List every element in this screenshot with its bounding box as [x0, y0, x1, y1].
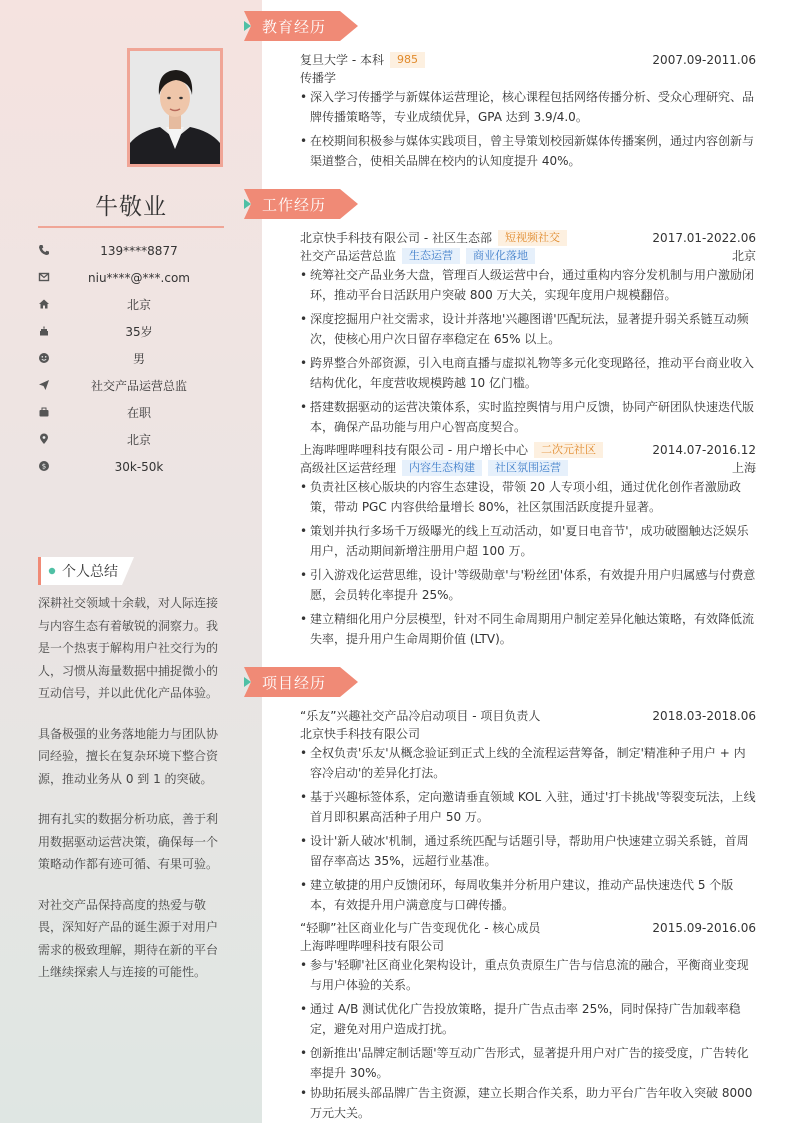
- education-bullet: • 深入学习传播学与新媒体运营理论，核心课程包括网络传播分析、受众心理研究、品牌传播策略等，专业成绩优异，GPA 达到 3.9/4.0。: [300, 88, 756, 127]
- job-header: [300, 441, 756, 459]
- project-bullet: • 基于兴趣标签体系，定向邀请垂直领域 KOL 入驻，通过'打卡挑战'等裂变玩法，上线首月即积累高活种子用户 50 万。: [300, 788, 756, 827]
- project-name: “轻聊”社区商业化与广告变现优化 - 核心成员: [300, 921, 541, 935]
- job-bullet: • 引入游戏化运营思维，设计'等级勋章'与'粉丝团'体系，有效提升用户归属感与付费意愿，会员转化率提升 25%。: [300, 566, 756, 605]
- send-icon: [38, 379, 50, 391]
- project-company: 北京快手科技有限公司: [300, 727, 421, 741]
- bullet-text: 深入学习传播学与新媒体运营理论，核心课程包括网络传播分析、受众心理研究、品牌传播策略等，专业成绩优异，GPA 达到 3.9/4.0。: [310, 90, 755, 124]
- position-row: [38, 377, 224, 397]
- company-name: 北京快手科技有限公司 - 社区生态部: [300, 231, 492, 245]
- school-name: 复旦大学 - 本科: [300, 53, 384, 67]
- money-icon: [38, 460, 50, 472]
- person-name: 牛敬业: [95, 194, 167, 220]
- education-date: 2007.09-2011.06: [652, 53, 756, 67]
- role-tag: 商业化落地: [466, 248, 535, 264]
- job-role-row: [300, 459, 756, 477]
- major-text: 传播学: [300, 71, 337, 85]
- work-title: 工作经历: [262, 196, 327, 214]
- education-header: [300, 51, 756, 69]
- bullet-text: 在校期间积极参与媒体实践项目，曾主导策划校园新媒体传播案例，通过内容创新与渠道整合，使相关品牌在校内的认知度提升 40%。: [310, 134, 755, 168]
- job-bullet: • 建立精细化用户分层模型，针对不同生命周期用户制定差异化触达策略，有效降低流失率，提升用户生命周期价值 (LTV)。: [300, 610, 756, 649]
- profile-photo: [127, 48, 223, 167]
- job-role: 社交产品运营总监: [300, 249, 397, 263]
- school-tag: 985: [390, 52, 425, 68]
- projects-title: 项目经历: [262, 674, 327, 692]
- location-text: 北京: [126, 433, 151, 447]
- bullet-text: 搭建数据驱动的运营决策体系，实时监控舆情与用户反馈，协同产研团队快速迭代版本，确保产品功能与用户心智高度契合。: [310, 400, 755, 434]
- role-tag: 内容生态构建: [402, 460, 482, 476]
- svg-text:$: $: [41, 462, 47, 471]
- project-company-row: [300, 725, 756, 743]
- bullet-text: 统筹社交产品业务大盘，管理百人级运营中台，通过重构内容分发机制与用户激励闭环，推动平台日活跃用户突破 800 万大关，实现年度用户规模翻倍。: [310, 268, 755, 302]
- project-date: 2018.03-2018.06: [652, 709, 756, 723]
- summary-title: 个人总结: [62, 564, 118, 580]
- phone-text: 139****8877: [100, 244, 178, 258]
- job-bullet: • 统筹社交产品业务大盘，管理百人级运营中台，通过重构内容分发机制与用户激励闭环，推动平台日活跃用户突破 800 万大关，实现年度用户规模翻倍。: [300, 266, 756, 305]
- job-role: 高级社区运营经理: [300, 461, 397, 475]
- project-company-row: [300, 937, 756, 955]
- bullet-text: 负责社区核心版块的内容生态建设，带领 20 人专项小组，通过优化创作者激励政策，带动 PGC 内容供给量增长 80%，社区氛围活跃度提升显著。: [310, 480, 741, 514]
- location-row: [38, 431, 224, 451]
- portrait-image: [130, 51, 220, 164]
- job-role-row: [300, 247, 756, 265]
- education-bullet: • 在校期间积极参与媒体实践项目，曾主导策划校园新媒体传播案例，通过内容创新与渠道整合，使相关品牌在校内的认知度提升 40%。: [300, 132, 756, 171]
- project-bullet: • 设计'新人破冰'机制，通过系统匹配与话题引导，帮助用户快速建立弱关系链，首周留存率高达 35%，远超行业基准。: [300, 832, 756, 871]
- job-header: [300, 229, 756, 247]
- bullet-text: 协助拓展头部品牌广告主资源，建立长期合作关系，助力平台广告年收入突破 8000 万元大关。: [310, 1086, 753, 1120]
- salary-text: 30k-50k: [114, 460, 164, 474]
- role-tag: 社区氛围运营: [488, 460, 568, 476]
- bullet-text: 参与'轻聊'社区商业化架构设计，重点负责原生广告与信息流的融合，平衡商业变现与用户体验的关系。: [310, 958, 749, 992]
- job-date: 2014.07-2016.12: [652, 443, 756, 457]
- name-divider: [38, 226, 224, 228]
- education-title: 教育经历: [262, 18, 327, 36]
- gender-text: 男: [132, 352, 145, 366]
- project-bullet: • 创新推出'品牌定制话题'等互动广告形式，显著提升用户对广告的接受度，广告转化率提升 30%。: [300, 1044, 756, 1083]
- project-bullet: • 通过 A/B 测试优化广告投放策略，提升广告点击率 25%，同时保持广告加载率稳定，避免对用户造成打扰。: [300, 1000, 756, 1039]
- bullet-text: 深度挖掘用户社交需求，设计并落地'兴趣图谱'匹配玩法，显著提升弱关系链互动频次，使核心用户次日留存率稳定在 65% 以上。: [310, 312, 749, 346]
- summary-paragraph: 具备极强的业务落地能力与团队协同经验，擅长在复杂环境下整合资源，推动业务从 0 到 1 的突破。: [38, 726, 219, 786]
- status-text: 在职: [126, 406, 151, 420]
- project-header: [300, 707, 756, 725]
- email-text: niu****@***.com: [88, 271, 190, 285]
- email-row: [38, 269, 224, 289]
- company-name: 上海哔哩哔哩科技有限公司 - 用户增长中心: [300, 443, 528, 457]
- education-major: [300, 69, 756, 87]
- home-icon: [38, 298, 50, 310]
- bullet-text: 建立精细化用户分层模型，针对不同生命周期用户制定差异化触达策略，有效降低流失率，提升用户生命周期价值 (LTV)。: [310, 612, 755, 646]
- bullet-text: 全权负责'乐友'从概念验证到正式上线的全流程运营筹备，制定'精准种子用户 + 内容冷启动'的差异化打法。: [310, 746, 746, 780]
- summary-paragraph: 深耕社交领域十余载，对人际连接与内容生态有着敏锐的洞察力。我是一个热衷于解构用户社交行为的人，习惯从海量数据中捕捉微小的互动信号，并以此优化产品体验。: [38, 596, 219, 700]
- home-text: 北京: [126, 298, 151, 312]
- job-date: 2017.01-2022.06: [652, 231, 756, 245]
- bullet-text: 跨界整合外部资源，引入电商直播与虚拟礼物等多元化变现路径，推动平台商业收入结构优化，年度营收规模跨越 10 亿门槛。: [310, 356, 755, 390]
- summary-text: [38, 592, 224, 1002]
- job-bullet: • 深度挖掘用户社交需求，设计并落地'兴趣图谱'匹配玩法，显著提升弱关系链互动频次，使核心用户次日留存率稳定在 65% 以上。: [300, 310, 756, 349]
- bullet-text: 创新推出'品牌定制话题'等互动广告形式，显著提升用户对广告的接受度，广告转化率提升 30%。: [310, 1046, 749, 1080]
- phone-icon: [38, 244, 50, 256]
- project-name: “乐友”兴趣社交产品冷启动项目 - 项目负责人: [300, 709, 541, 723]
- cake-icon: [38, 325, 50, 337]
- project-bullet: • 全权负责'乐友'从概念验证到正式上线的全流程运营筹备，制定'精准种子用户 + 内容冷启动'的差异化打法。: [300, 744, 756, 783]
- position-text: 社交产品运营总监: [90, 379, 187, 393]
- project-header: [300, 919, 756, 937]
- job-bullet: • 搭建数据驱动的运营决策体系，实时监控舆情与用户反馈，协同产研团队快速迭代版本，确保产品功能与用户心智高度契合。: [300, 398, 756, 437]
- job-bullet: • 跨界整合外部资源，引入电商直播与虚拟礼物等多元化变现路径，推动平台商业收入结构优化，年度营收规模跨越 10 亿门槛。: [300, 354, 756, 393]
- bullet-text: 策划并执行多场千万级曝光的线上互动活动，如'夏日电音节'，成功破圈触达泛娱乐用户，活动期间新增注册用户超 100 万。: [310, 524, 749, 558]
- bullet-text: 引入游戏化运营思维，设计'等级勋章'与'粉丝团'体系，有效提升用户归属感与付费意愿，会员转化率提升 25%。: [310, 568, 756, 602]
- project-bullet: • 参与'轻聊'社区商业化架构设计，重点负责原生广告与信息流的融合，平衡商业变现与用户体验的关系。: [300, 956, 756, 995]
- bullet-text: 通过 A/B 测试优化广告投放策略，提升广告点击率 25%，同时保持广告加载率稳定，避免对用户造成打扰。: [310, 1002, 741, 1036]
- home-row: [38, 296, 224, 316]
- summary-paragraph: 拥有扎实的数据分析功底，善于利用数据驱动运营决策，确保每一个策略动作都有迹可循、有果可验。: [38, 812, 219, 871]
- bullet-text: 基于兴趣标签体系，定向邀请垂直领域 KOL 入驻，通过'打卡挑战'等裂变玩法，上线首月即积累高活种子用户 50 万。: [310, 790, 756, 824]
- role-tag: 生态运营: [402, 248, 460, 264]
- project-company: 上海哔哩哔哩科技有限公司: [300, 939, 445, 953]
- location-pin-icon: [38, 433, 50, 445]
- age-row: [38, 323, 224, 343]
- age-text: 35岁: [125, 325, 153, 339]
- project-bullet: • 建立敏捷的用户反馈闭环，每周收集并分析用户建议，推动产品快速迭代 5 个版本，有效提升用户满意度与口碑传播。: [300, 876, 756, 915]
- status-row: [38, 404, 224, 424]
- job-bullet: • 策划并执行多场千万级曝光的线上互动活动，如'夏日电音节'，成功破圈触达泛娱乐用户，活动期间新增注册用户超 100 万。: [300, 522, 756, 561]
- briefcase-icon: [38, 406, 50, 418]
- company-tag: 二次元社区: [534, 442, 603, 458]
- salary-row: [38, 458, 224, 478]
- bullet-text: 建立敏捷的用户反馈闭环，每周收集并分析用户建议，推动产品快速迭代 5 个版本，有效提升用户满意度与口碑传播。: [310, 878, 734, 912]
- email-icon: [38, 271, 50, 283]
- company-tag: 短视频社交: [498, 230, 567, 246]
- project-date: 2015.09-2016.06: [652, 921, 756, 935]
- gender-row: [38, 350, 224, 370]
- job-city: 北京: [731, 249, 756, 263]
- project-bullet: • 协助拓展头部品牌广告主资源，建立长期合作关系，助力平台广告年收入突破 8000 万元大关。: [300, 1084, 756, 1123]
- phone-row: [38, 242, 224, 262]
- smile-icon: [38, 352, 50, 364]
- summary-paragraph: 对社交产品保持高度的热爱与敬畏，深知好产品的诞生源于对用户需求的极致理解，期待在新的平台上继续探索人与连接的可能性。: [38, 897, 219, 979]
- job-bullet: • 负责社区核心版块的内容生态建设，带领 20 人专项小组，通过优化创作者激励政策，带动 PGC 内容供给量增长 80%，社区氛围活跃度提升显著。: [300, 478, 756, 517]
- bullet-text: 设计'新人破冰'机制，通过系统匹配与话题引导，帮助用户快速建立弱关系链，首周留存率高达 35%，远超行业基准。: [310, 834, 749, 868]
- job-city: 上海: [731, 461, 756, 475]
